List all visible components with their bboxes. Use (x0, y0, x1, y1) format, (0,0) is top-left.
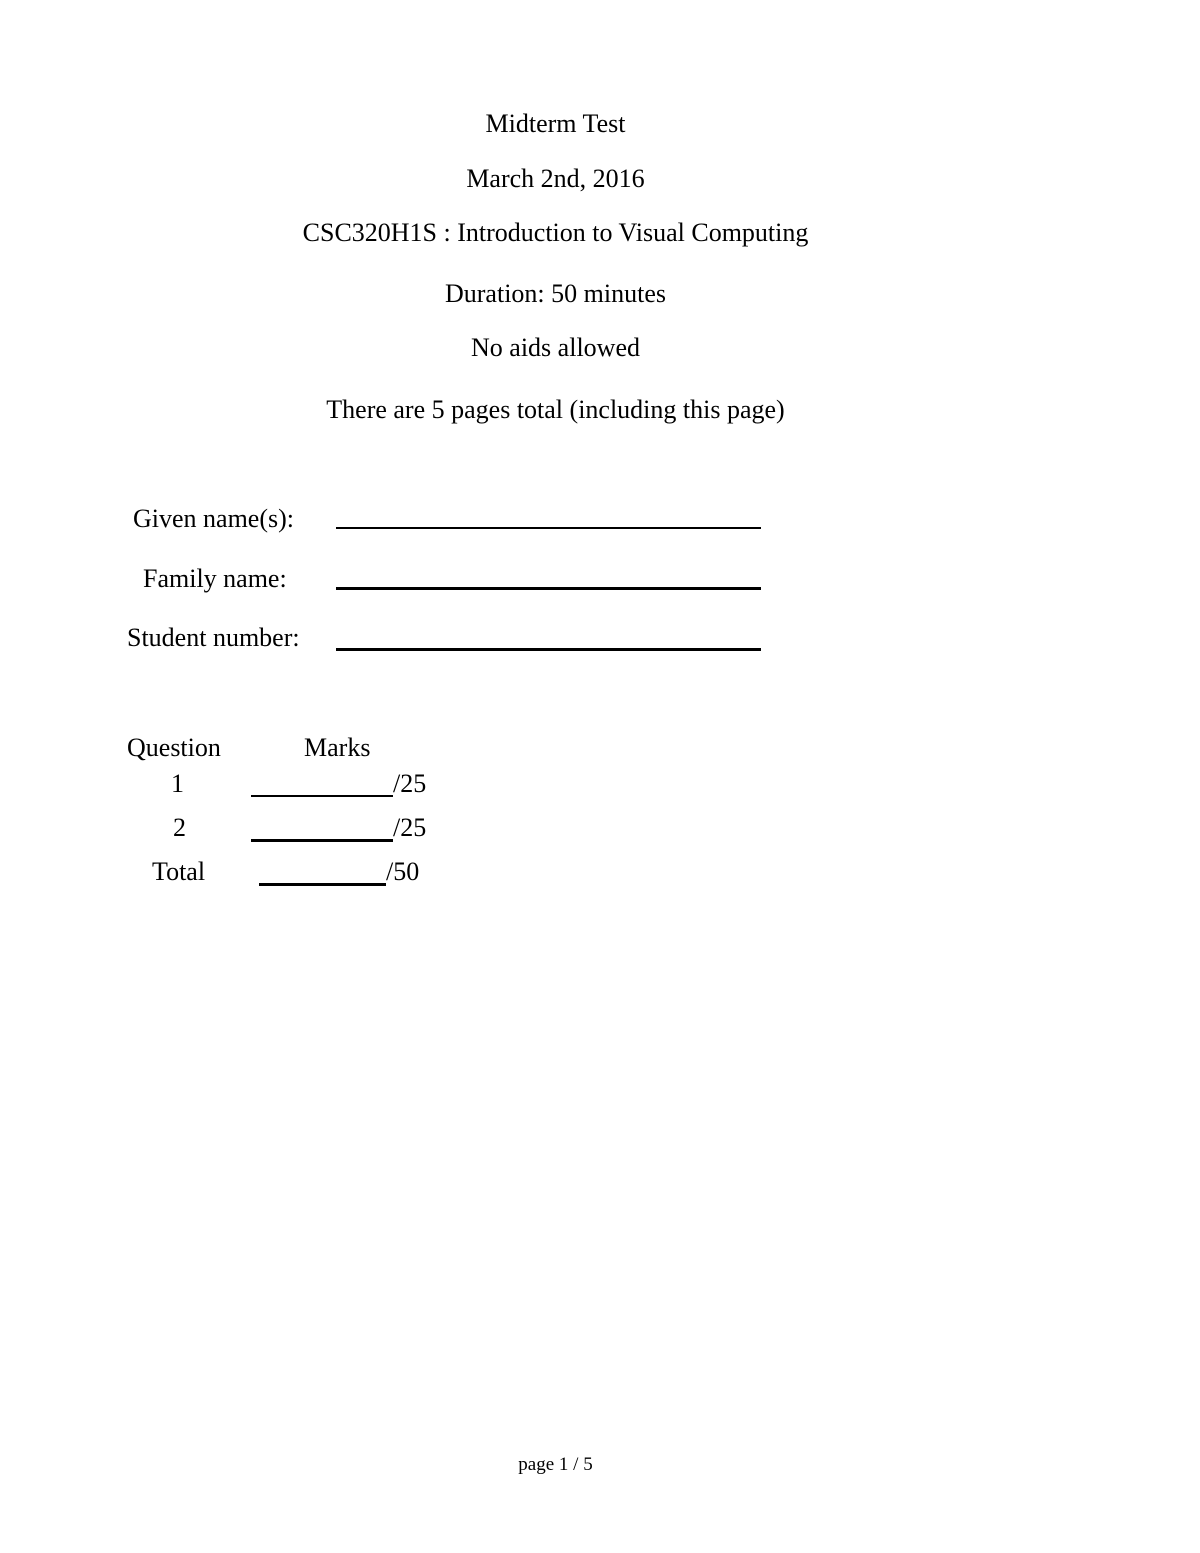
mark-out-of: /25 (393, 813, 427, 842)
mark-out-of: /25 (393, 769, 427, 798)
exam-title: Midterm Test (485, 109, 626, 138)
mark-out-of: /50 (386, 857, 420, 886)
aids-note: No aids allowed (471, 333, 640, 362)
given-name-label: Given name(s): (133, 504, 295, 533)
student-number-field[interactable] (336, 648, 761, 651)
marks-column-header: Marks (304, 733, 371, 762)
exam-date: March 2nd, 2016 (466, 164, 645, 193)
course-name: CSC320H1S : Introduction to Visual Computing (302, 218, 809, 247)
mark-entry-field[interactable] (251, 795, 393, 797)
mark-entry-field[interactable] (251, 839, 393, 842)
question-number: 1 (171, 769, 184, 798)
question-number: 2 (173, 813, 186, 842)
student-number-label: Student number: (127, 623, 300, 652)
page-indicator: page 1 / 5 (518, 1454, 593, 1475)
question-number: Total (152, 857, 206, 886)
total-mark-field[interactable] (259, 883, 386, 886)
exam-duration: Duration: 50 minutes (445, 279, 666, 308)
given-name-field[interactable] (336, 527, 761, 529)
question-column-header: Question (127, 733, 221, 762)
family-name-label: Family name: (143, 564, 287, 593)
pages-note: There are 5 pages total (including this page) (326, 395, 785, 424)
family-name-field[interactable] (336, 587, 761, 590)
